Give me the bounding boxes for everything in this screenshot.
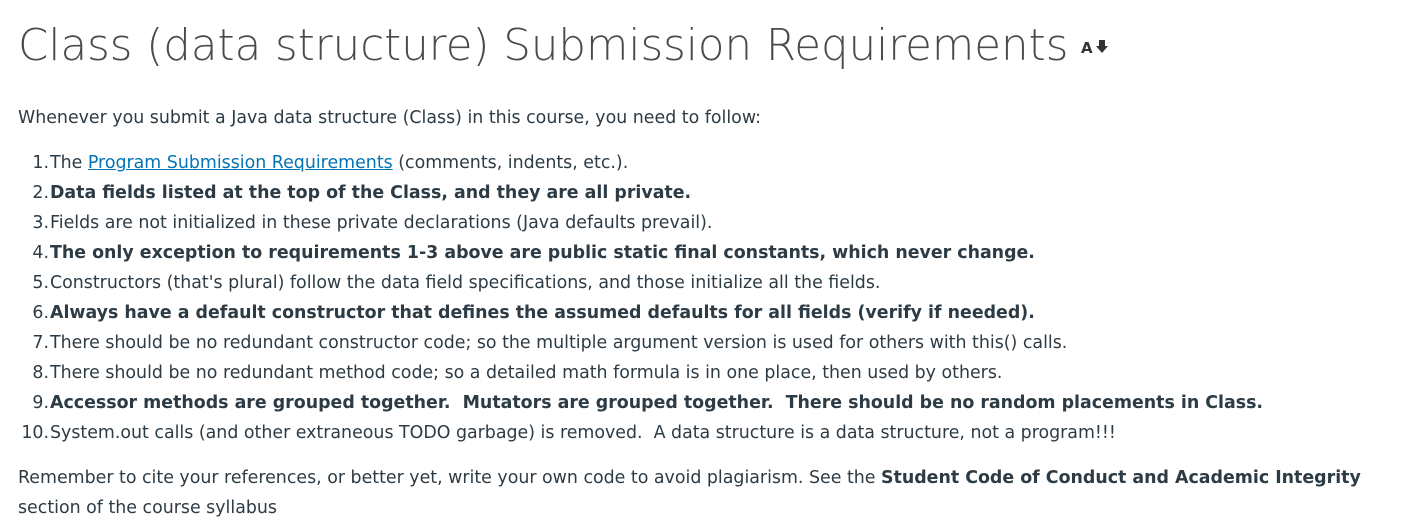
accessibility-font-icon[interactable] <box>1081 38 1109 56</box>
list-item-number: 10. <box>21 423 49 443</box>
list-item <box>18 388 1263 418</box>
plagiarism-note-after: section of the course syllabus <box>18 498 277 518</box>
list-item-text: The only exception to requirements 1-3 above are public static final constants, which never change. <box>50 243 1035 263</box>
list-item-text: System.out calls (and other extraneous TODO garbage) is removed. A data structure is a data structure, not a program!!! <box>50 423 1116 443</box>
list-item-text: There should be no redundant method code; so a detailed math formula is in one place, then used by others. <box>50 363 1003 383</box>
page-title: Class (data structure) Submission Requirements <box>18 21 1069 71</box>
list-item <box>18 298 1263 328</box>
plagiarism-note <box>18 463 1398 523</box>
list-item-text: Constructors (that's plural) follow the data field specifications, and those initialize all the fields. <box>50 273 881 293</box>
list-item <box>18 238 1263 268</box>
list-item-number: 4. <box>32 243 49 263</box>
list-item <box>18 178 1263 208</box>
list-item-number: 1. <box>32 153 49 173</box>
list-item <box>18 208 1263 238</box>
list-item-text-before: The <box>50 153 88 173</box>
code-of-conduct-reference: Student Code of Conduct and Academic Integrity <box>881 468 1361 488</box>
list-item <box>18 418 1263 448</box>
plagiarism-note-before: Remember to cite your references, or better yet, write your own code to avoid plagiarism. See the <box>18 468 882 488</box>
list-item-text: Always have a default constructor that defines the assumed defaults for all fields (verify if needed). <box>50 303 1035 323</box>
list-item-text: There should be no redundant constructor code; so the multiple argument version is used for others with this() calls. <box>50 333 1068 353</box>
program-submission-requirements-link[interactable]: Program Submission Requirements <box>87 153 393 173</box>
list-item-number: 7. <box>32 333 49 353</box>
list-item-number: 5. <box>32 273 49 293</box>
list-item-number: 8. <box>32 363 49 383</box>
list-item-number: 6. <box>32 303 49 323</box>
list-item-number: 2. <box>32 183 49 203</box>
list-item-number: 3. <box>32 213 49 233</box>
list-item-text: Data fields listed at the top of the Class, and they are all private. <box>50 183 692 203</box>
intro-text: Whenever you submit a Java data structure (Class) in this course, you need to follow: <box>18 108 761 128</box>
list-item <box>18 148 1263 178</box>
list-item <box>18 358 1263 388</box>
list-item <box>18 328 1263 358</box>
list-item <box>18 268 1263 298</box>
title-row <box>18 14 1109 78</box>
list-item-number: 9. <box>32 393 49 413</box>
requirements-list <box>18 148 1263 448</box>
list-item-text-after: (comments, indents, etc.). <box>392 153 629 173</box>
list-item-text <box>50 148 628 178</box>
list-item-text: Fields are not initialized in these private declarations (Java defaults prevail). <box>50 213 713 233</box>
svg-text:A: A <box>1081 39 1094 56</box>
list-item-text: Accessor methods are grouped together. Mutators are grouped together. There should be no random placements in Class. <box>50 393 1264 413</box>
